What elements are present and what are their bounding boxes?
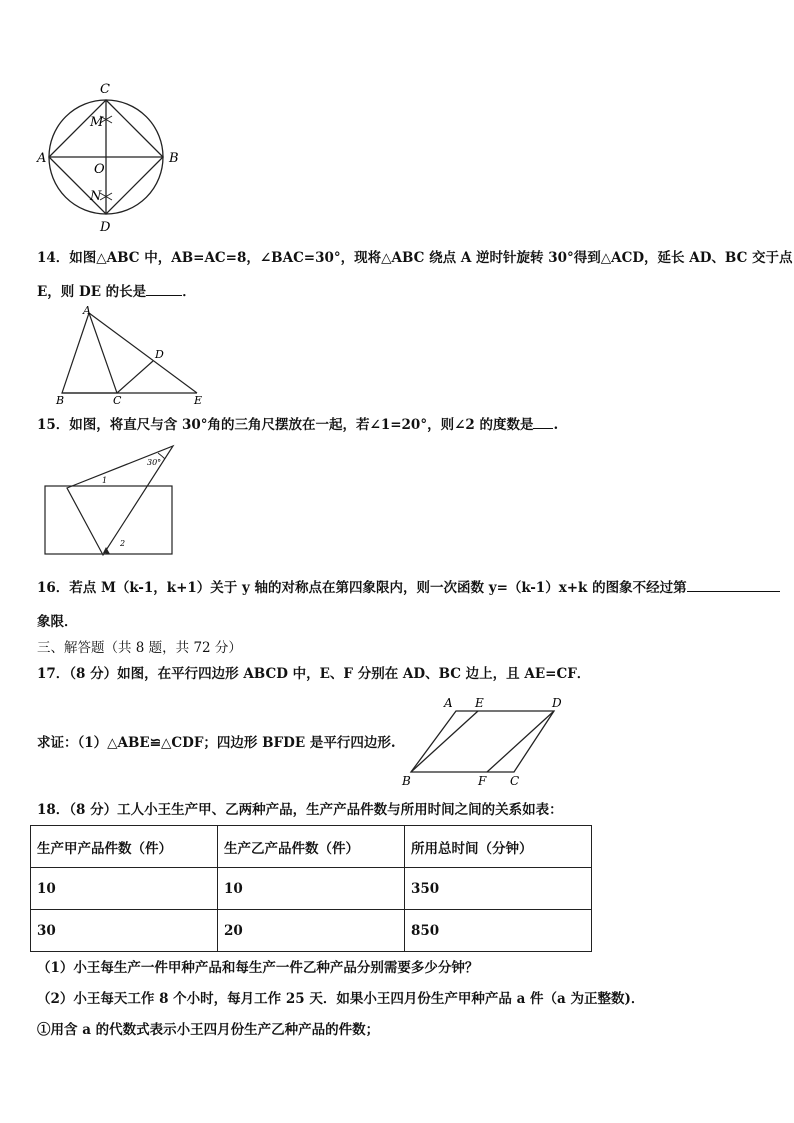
question-17-line2: 求证：（1）△ABE≌△CDF；四边形 BFDE 是平行四边形. bbox=[37, 735, 396, 751]
label-a: A bbox=[37, 151, 47, 166]
label-b: B bbox=[56, 394, 65, 405]
table-header-cell: 生产甲产品件数（件） bbox=[31, 826, 218, 868]
table-cell: 10 bbox=[218, 868, 405, 910]
segment-cd bbox=[117, 361, 153, 393]
q15-text: 15．如图，将直尺与含 30°角的三角尺摆放在一起，若∠1=20°，则∠2 的度数是 bbox=[37, 417, 534, 433]
question-18-sub1: （1）小王每生产一件甲种产品和每生产一件乙种产品分别需要多少分钟？ bbox=[37, 960, 479, 976]
table-cell: 850 bbox=[405, 910, 592, 952]
table-header-cell: 所用总时间（分钟） bbox=[405, 826, 592, 868]
question-17-line1: 17．（8 分）如图，在平行四边形 ABCD 中，E、F 分别在 AD、BC 边上，且 AE=CF． bbox=[37, 666, 591, 682]
label-m: M bbox=[90, 115, 104, 130]
section-heading: 三、解答题（共 8 题，共 72 分） bbox=[37, 640, 242, 656]
segment-be bbox=[411, 711, 478, 772]
label-b: B bbox=[169, 151, 179, 166]
label-c: C bbox=[100, 82, 110, 97]
label-a: A bbox=[444, 696, 453, 710]
label-n: N bbox=[90, 189, 102, 204]
answer-blank-15[interactable] bbox=[533, 414, 553, 429]
label-f: F bbox=[478, 774, 487, 788]
label-c: C bbox=[510, 774, 520, 788]
q14-text-end: ． bbox=[182, 284, 196, 300]
answer-blank-16[interactable] bbox=[687, 577, 780, 592]
table-cell: 20 bbox=[218, 910, 405, 952]
label-e: E bbox=[475, 696, 484, 710]
label-d: D bbox=[552, 696, 562, 710]
ruler bbox=[45, 486, 172, 554]
question-18-line1: 18．（8 分）工人小王生产甲、乙两种产品，生产产品件数与所用时间之间的关系如表： bbox=[37, 802, 563, 818]
segment-ae bbox=[89, 313, 197, 393]
table-header-row bbox=[31, 826, 592, 868]
angle-2-marker bbox=[103, 547, 110, 554]
table-header-cell: 生产乙产品件数（件） bbox=[218, 826, 405, 868]
label-angle-1: 1 bbox=[102, 476, 108, 485]
table-cell: 10 bbox=[31, 868, 218, 910]
question-16-line1 bbox=[37, 577, 780, 598]
figure-circle-rhombus bbox=[36, 80, 186, 235]
question-18-sub2: （2）小王每天工作 8 个小时，每月工作 25 天．如果小王四月份生产甲种产品 a 件（a 为正整数)． bbox=[37, 991, 645, 1007]
q15-text-end: . bbox=[553, 417, 559, 433]
question-18-sub3: ①用含 a 的代数式表示小王四月份生产乙种产品的件数； bbox=[37, 1022, 380, 1038]
parallelogram-abcd bbox=[411, 711, 554, 772]
label-c: C bbox=[113, 394, 122, 405]
label-d: D bbox=[100, 220, 111, 235]
figure-parallelogram bbox=[396, 694, 571, 789]
label-a: A bbox=[83, 305, 91, 317]
label-angle-2: 2 bbox=[120, 539, 126, 548]
q14-text: E，则 DE 的长是 bbox=[37, 284, 147, 300]
question-16-line2: 象限． bbox=[37, 614, 78, 630]
answer-blank-14[interactable] bbox=[146, 281, 182, 296]
triangle-abc bbox=[62, 313, 117, 393]
table-cell: 350 bbox=[405, 868, 592, 910]
q16-text: 16．若点 M（k-1，k+1）关于 y 轴的对称点在第四象限内，则一次函数 y=（k-1）x+k 的图象不经过第 bbox=[37, 580, 687, 596]
label-e: E bbox=[194, 394, 203, 405]
label-d: D bbox=[155, 348, 164, 361]
question-14-line1: 14．如图△ABC 中，AB=AC=8，∠BAC=30°，现将△ABC 绕点 A 逆时针旋转 30°得到△ACD，延长 AD、BC 交于点 bbox=[37, 250, 793, 266]
question-15 bbox=[37, 414, 558, 435]
table-cell: 30 bbox=[31, 910, 218, 952]
table-row bbox=[31, 868, 592, 910]
label-b: B bbox=[402, 774, 411, 788]
question-14-line2 bbox=[37, 281, 196, 302]
table-row bbox=[31, 910, 592, 952]
figure-ruler-triangle bbox=[40, 443, 180, 558]
label-o: O bbox=[94, 162, 105, 177]
figure-triangle-abe bbox=[52, 305, 212, 405]
label-30-deg: 30° bbox=[147, 458, 162, 467]
time-table bbox=[30, 825, 592, 952]
